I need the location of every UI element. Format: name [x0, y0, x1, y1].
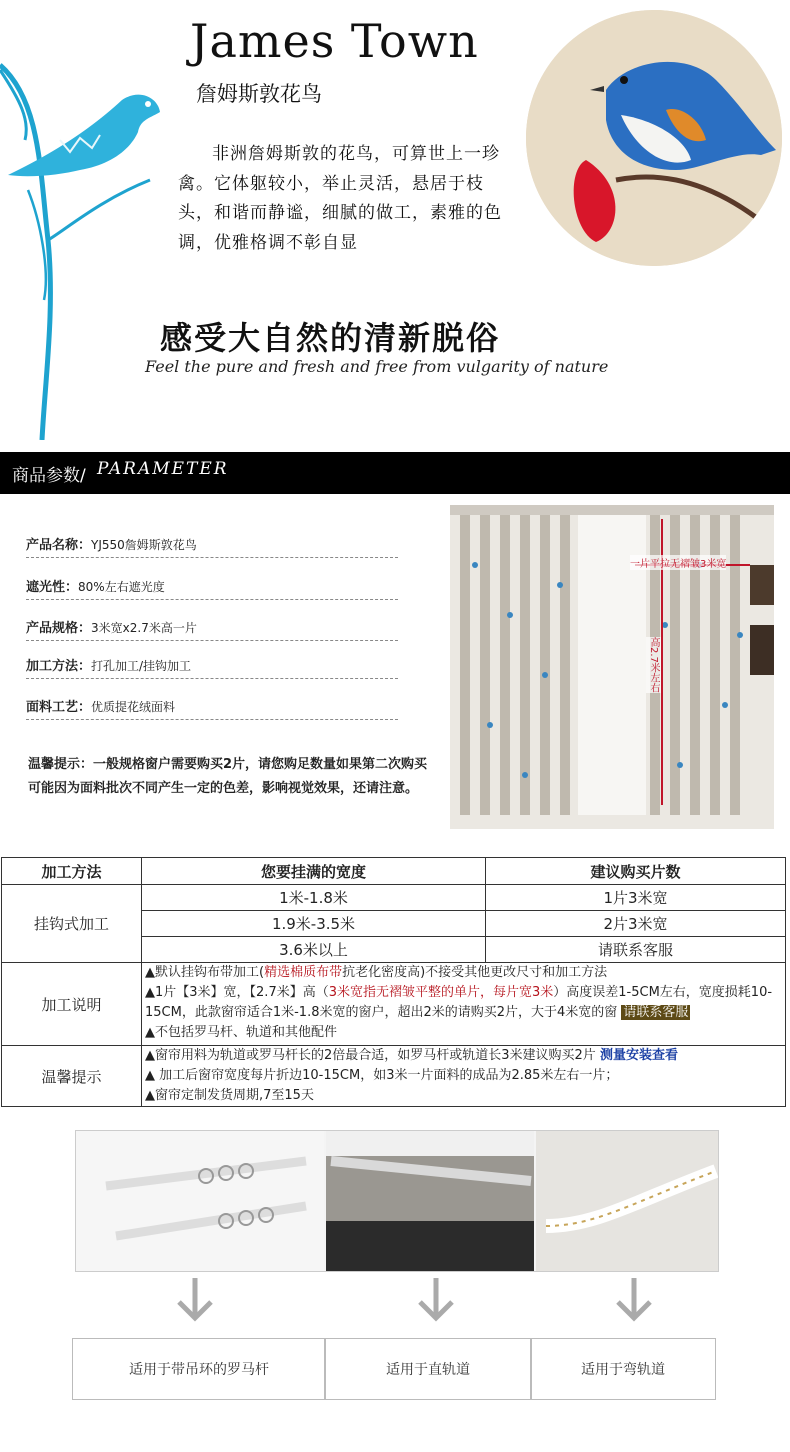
- table-row: [2, 963, 786, 1046]
- width-cell: 3.6米以上: [142, 937, 486, 963]
- arrow-down-icon: [175, 1278, 215, 1323]
- note-highlight: 精选棉质布带: [264, 965, 343, 980]
- parameter-header-cn: 商品参数/: [12, 466, 86, 486]
- note-text: ▲1片【3米】宽，【2.7米】高（: [145, 985, 329, 1000]
- spec-label: 遮光性：: [26, 580, 79, 595]
- arrow-down-icon: [614, 1278, 654, 1323]
- warm-tip: 温馨提示：一般规格窗户需要购买2片，请您购足数量如果第二次购买可能因为面料批次不同产生一定的色差，影响视觉效果，还请注意。: [28, 757, 428, 796]
- spec-row-fabric: [26, 697, 398, 720]
- spec-value: 80%左右遮光度: [78, 580, 165, 594]
- straight-track-label: 适用于直轨道: [324, 1338, 532, 1400]
- photo-width-label: 一片平拉无褶皱3米宽: [630, 555, 726, 570]
- note-highlight: 3米宽指无褶皱平整的单片，每片宽3米: [328, 985, 554, 1000]
- process-note-2: [145, 983, 782, 1023]
- note-text: ）高度误差1-5CM左右，宽度损耗10-15CM，此款窗帘适合1米-1.8米宽的窗户，超出2米的请购买2片，大于4米宽的窗: [145, 985, 773, 1020]
- spec-label: 产品规格：: [26, 621, 92, 636]
- curtain-photo: [450, 505, 774, 829]
- process-note-3: ▲不包括罗马杆、轨道和其他配件: [145, 1025, 337, 1040]
- count-cell: 请联系客服: [486, 937, 786, 963]
- contact-service-link[interactable]: 请联系客服: [623, 1005, 689, 1020]
- tip-note-1: [145, 1046, 782, 1066]
- spec-label: 加工方法：: [26, 659, 92, 674]
- width-cell: 1米-1.8米: [142, 885, 486, 911]
- tip-note-3: ▲窗帘定制发货周期,7至15天: [145, 1088, 314, 1103]
- tip-note-2: ▲ 加工后窗帘宽度每片折边10-15CM，如3米一片面料的成品为2.85米左右一片；: [145, 1068, 619, 1083]
- slogan-english: Feel the pure and fresh and free from vulgarity of nature: [145, 357, 609, 376]
- decorative-bird-branch-icon: [0, 40, 175, 440]
- count-cell: 2片3米宽: [486, 911, 786, 937]
- spec-label: 产品名称：: [26, 538, 92, 553]
- spec-value: 3米宽x2.7米高一片: [91, 621, 197, 635]
- product-description: 非洲詹姆斯敦的花鸟，可算世上一珍禽。它体躯较小，举止灵活，悬居于枝头，和谐而静谧，细腻的做工，素雅的色调，优雅格调不彰自显: [178, 144, 502, 253]
- tip-notes: [142, 1046, 786, 1107]
- process-label-cell: 加工说明: [2, 963, 142, 1046]
- spec-value: 优质提花绒面料: [91, 700, 176, 714]
- purchase-table: [1, 857, 786, 1107]
- rod-track-photos: [75, 1130, 719, 1272]
- table-header: 您要挂满的宽度: [142, 858, 486, 885]
- note-text: ▲窗帘用料为轨道或罗马杆长的2倍最合适，如罗马杆或轨道长3米建议购买2片: [145, 1048, 600, 1063]
- table-row: [2, 885, 786, 911]
- table-header-row: [2, 858, 786, 885]
- spec-row-size: [26, 618, 398, 641]
- roman-rod-label: 适用于带吊环的罗马杆: [72, 1338, 326, 1400]
- curved-track-label: 适用于弯轨道: [530, 1338, 716, 1400]
- process-notes: [142, 963, 786, 1046]
- arrow-down-icon: [416, 1278, 456, 1323]
- spec-value: YJ550詹姆斯敦花鸟: [91, 538, 197, 552]
- measure-install-link[interactable]: 测量安装查看: [599, 1048, 678, 1063]
- table-header: 建议购买片数: [486, 858, 786, 885]
- slogan-chinese: 感受大自然的清新脱俗: [160, 319, 501, 357]
- width-cell: 1.9米-3.5米: [142, 911, 486, 937]
- method-cell: 挂钩式加工: [2, 885, 142, 963]
- spec-row-name: [26, 535, 398, 558]
- spec-row-process: [26, 656, 398, 679]
- note-text: 抗老化密度高)不接受其他更改尺寸和加工方法: [342, 965, 608, 980]
- count-cell: 1片3米宽: [486, 885, 786, 911]
- spec-value: 打孔加工/挂钩加工: [91, 659, 192, 673]
- note-text: ▲默认挂钩布带加工(: [145, 965, 265, 980]
- spec-label: 面料工艺：: [26, 700, 92, 715]
- bird-photo: [526, 10, 782, 266]
- brand-subtitle: 詹姆斯敦花鸟: [196, 82, 322, 106]
- photo-height-label: 高2.7米左右: [648, 637, 659, 693]
- tip-label-cell: 温馨提示: [2, 1046, 142, 1107]
- table-row: [2, 1046, 786, 1107]
- spec-row-shading: [26, 577, 398, 600]
- table-header: 加工方法: [2, 858, 142, 885]
- process-note-1: [145, 963, 782, 983]
- parameter-header-en: PARAMETER: [97, 459, 229, 479]
- brand-title: James Town: [190, 14, 479, 68]
